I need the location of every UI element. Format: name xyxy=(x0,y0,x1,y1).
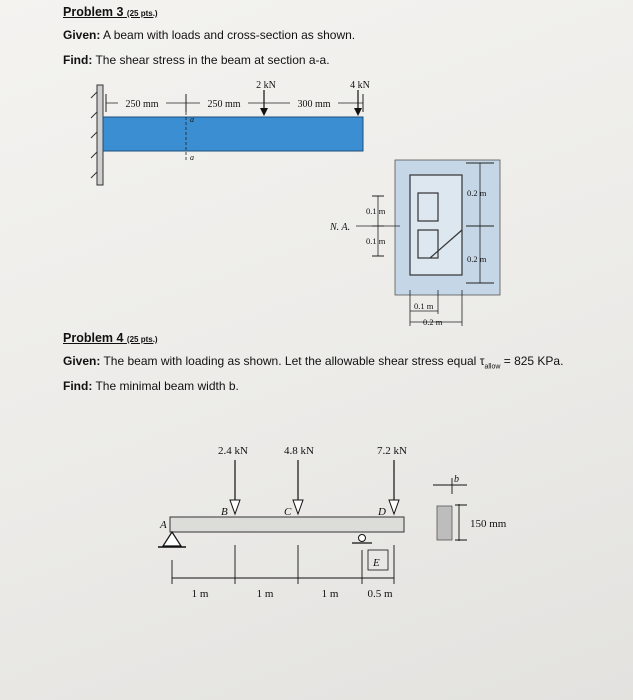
section-a-top: a xyxy=(190,115,194,124)
problem3-find: Find: The shear stress in the beam at section a-a. xyxy=(63,53,330,67)
span3-label: 1 m xyxy=(321,588,339,600)
rect-section xyxy=(437,506,452,540)
width-b-label: b xyxy=(454,474,459,485)
point-d-label: D xyxy=(378,506,386,518)
roller-support xyxy=(359,535,366,542)
width-inner-label: 0.1 m xyxy=(414,301,434,311)
point-b-label: B xyxy=(221,506,228,518)
height-upper-label: 0.1 m xyxy=(366,206,386,216)
load-4kn-label: 4 kN xyxy=(350,80,370,91)
dim-250mm-1: 250 mm xyxy=(125,99,159,110)
section-a-bottom: a xyxy=(190,153,194,162)
problem4-given: Given: The beam with loading as shown. Let the allowable shear stress equal $\tau_{allow} = 825$ KPa. xyxy=(63,354,564,371)
point-e-label: E xyxy=(373,557,380,569)
span1-label: 1 m xyxy=(191,588,209,600)
load-b-label: 2.4 kN xyxy=(218,445,248,457)
point-a-label: A xyxy=(160,519,167,531)
height-150mm-label: 150 mm xyxy=(470,518,507,530)
load-c-label: 4.8 kN xyxy=(284,445,314,457)
dim-300mm: 300 mm xyxy=(297,99,331,110)
load-d-label: 7.2 kN xyxy=(377,445,407,457)
simply-supported-beam xyxy=(170,517,404,532)
point-c-label: C xyxy=(284,506,292,518)
height-right-bottom-label: 0.2 m xyxy=(467,254,487,264)
span4-label: 0.5 m xyxy=(367,588,393,600)
span2-label: 1 m xyxy=(256,588,274,600)
height-lower-label: 0.1 m xyxy=(366,236,386,246)
problem3-title: Problem 3 (25 pts.) xyxy=(63,5,158,19)
neutral-axis-label: N. A. xyxy=(330,222,351,233)
dim-250mm-2: 250 mm xyxy=(207,99,241,110)
problem4-points: (25 pts.) xyxy=(126,335,158,344)
load-2kn-label: 2 kN xyxy=(256,80,276,91)
height-right-top-label: 0.2 m xyxy=(467,188,487,198)
problem4-find: Find: The minimal beam width b. xyxy=(63,379,239,393)
width-outer-label: 0.2 m xyxy=(423,317,443,327)
problem3-points: (25 pts.) xyxy=(126,9,158,18)
problem3-given: Given: A beam with loads and cross-section as shown. xyxy=(63,28,356,42)
problem4-title: Problem 4 (25 pts.) xyxy=(63,331,158,345)
pin-support-a xyxy=(163,532,181,546)
